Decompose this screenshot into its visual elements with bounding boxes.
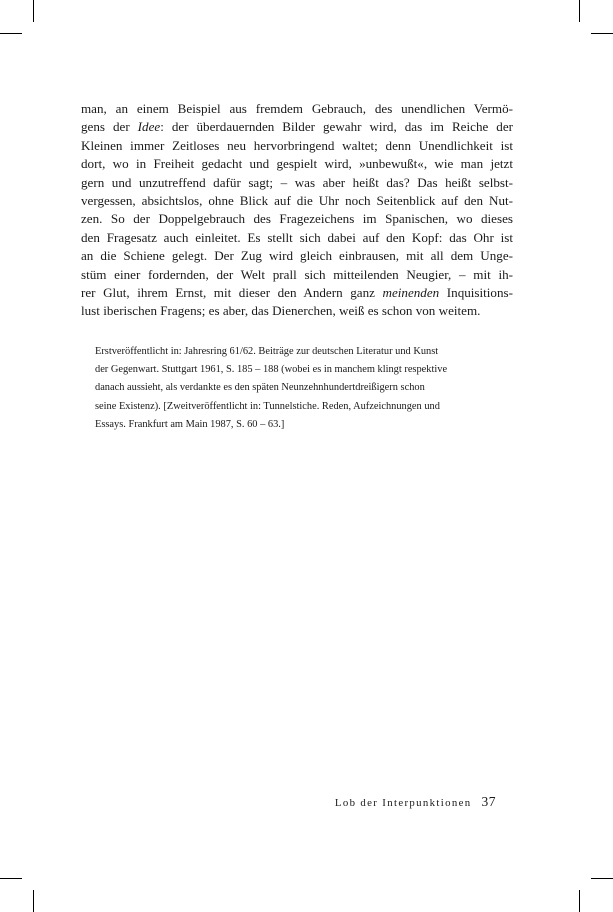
emphasis: meinenden: [382, 285, 440, 301]
crop-mark: [0, 878, 22, 879]
text-line: Essays. Frankfurt am Main 1987, S. 60 – 63.]: [95, 418, 285, 430]
crop-mark: [33, 0, 34, 22]
text-line: dort, wo in Freiheit gedacht und gespielt wird, »unbewußt«, wie man jetzt: [81, 156, 513, 172]
source-note: [95, 343, 515, 434]
emphasis: Idee: [137, 119, 161, 135]
running-footer: [300, 793, 496, 812]
text-line: seine Existenz). [Zweitveröffentlicht in: Tunnelstiche. Reden, Aufzeichnungen und: [95, 400, 440, 412]
text-line: Erstveröffentlicht in: Jahresring 61/62. Beiträge zur deutschen Literatur und Kunst: [95, 346, 439, 357]
crop-mark: [579, 0, 580, 22]
text-line: vergessen, absichtslos, ohne Blick auf die Uhr noch Seitenblick auf den Nut-: [81, 193, 513, 209]
text-line: gern und unzutreffend dafür sagt; – was aber heißt das? Das heißt selbst-: [81, 174, 513, 190]
crop-mark: [591, 33, 613, 34]
text-line: gens der Idee: der überdauernden Bilder gewahr wird, das im Reiche der: [81, 119, 513, 135]
crop-mark: [579, 890, 580, 912]
text-line: lust iberischen Fragens; es aber, das Dienerchen, weiß es schon von weitem.: [81, 303, 481, 319]
text-line: an die Schiene gelegt. Der Zug wird gleich einbrausen, mit all dem Unge-: [81, 248, 513, 264]
text-line: zen. So der Doppelgebrauch des Fragezeichens im Spanischen, wo dieses: [81, 211, 513, 227]
crop-mark: [591, 878, 613, 879]
text-line: Kleinen immer Zeitloses neu hervorbringend waltet; denn Unendlichkeit ist: [81, 137, 513, 153]
text-line: rer Glut, ihrem Ernst, mit dieser den Andern ganz meinenden Inquisitions-: [81, 285, 513, 301]
text-line: danach aussieht, als verdankte es den späten Neunzehnhundertdreißigern schon: [95, 382, 425, 394]
body-text: [81, 100, 513, 321]
running-title: Lob der Interpunktionen: [334, 797, 472, 809]
crop-mark: [33, 890, 34, 912]
page-number: 37: [481, 794, 496, 809]
text-line: man, an einem Beispiel aus fremdem Gebrauch, des unendlichen Vermö-: [81, 101, 513, 116]
text-line: stüm einer fordernden, der Welt prall sich mitteilenden Neugier, – mit ih-: [81, 266, 513, 282]
text-line: den Fragesatz auch einleitet. Es stellt sich dabei auf den Kopf: das Ohr ist: [81, 229, 513, 245]
text-line: der Gegenwart. Stuttgart 1961, S. 185 – 188 (wobei es in manchem klingt respektive: [95, 364, 448, 376]
crop-mark: [0, 33, 22, 34]
